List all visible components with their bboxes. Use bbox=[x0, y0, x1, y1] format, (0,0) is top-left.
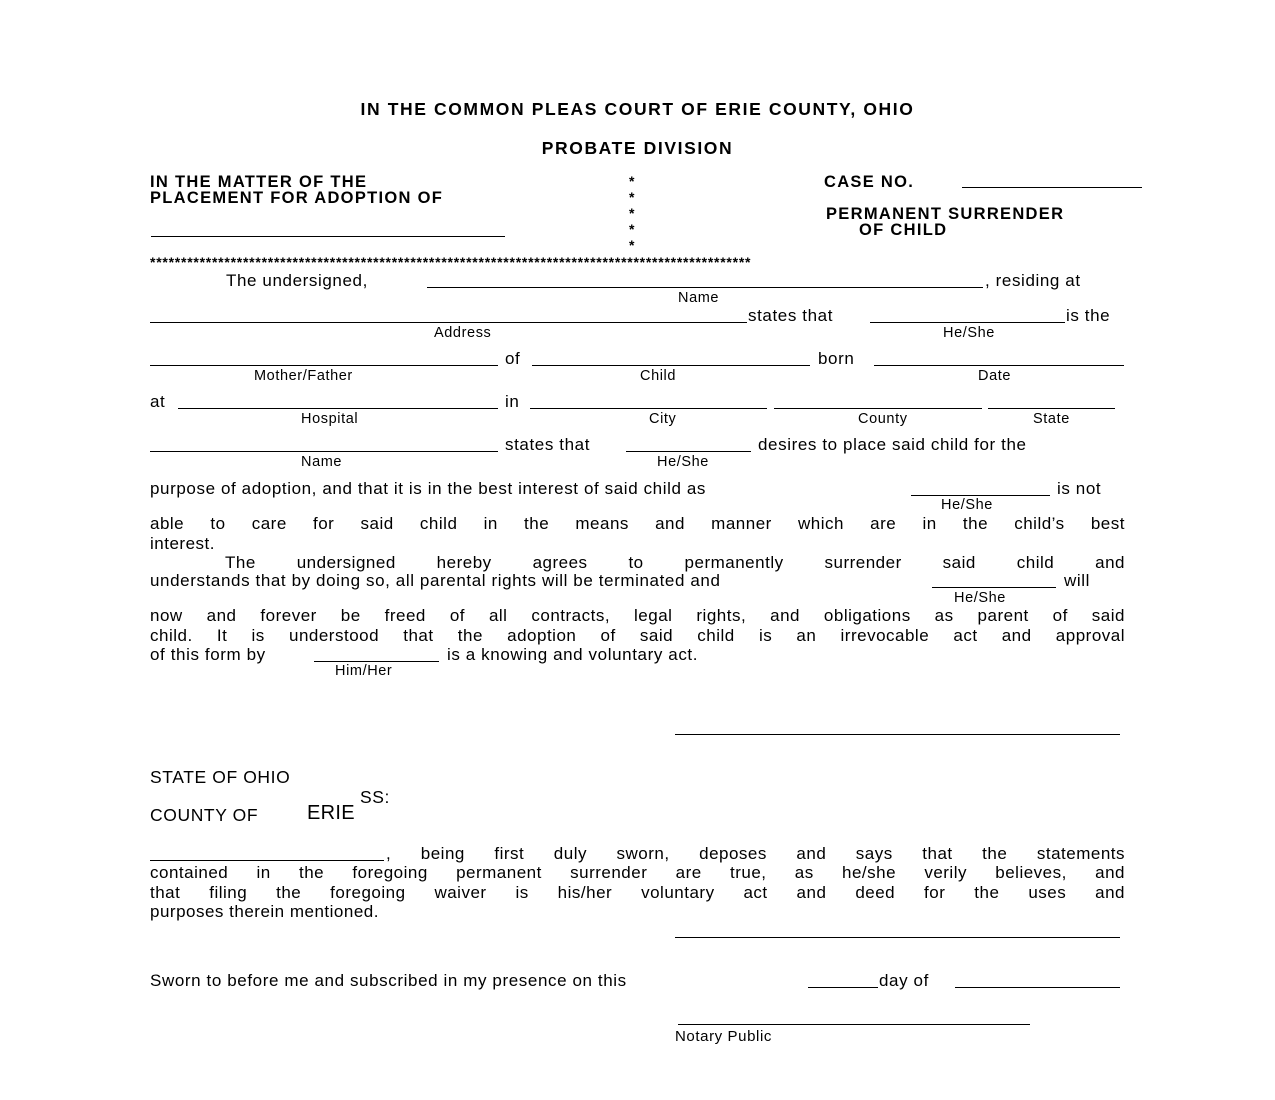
now-line: now and forever be freed of all contracts, legal rights, and obligations as parent of said bbox=[150, 606, 1125, 625]
purpose-text: purpose of adoption, and that it is in the best interest of said child as bbox=[150, 479, 707, 498]
caption-asterisk: * bbox=[629, 205, 635, 221]
affidavit-line-4: purposes therein mentioned. bbox=[150, 902, 379, 921]
in-text: in bbox=[505, 392, 520, 411]
is-the-text: is the bbox=[1066, 306, 1111, 325]
agrees-line: The undersigned hereby agrees to permanently surrender said child and bbox=[225, 553, 1125, 572]
date-label: Date bbox=[978, 368, 1012, 384]
child-understood-line: child. It is understood that the adoption of said child is an irrevocable act and approval bbox=[150, 625, 1125, 645]
sworn-text: Sworn to before me and subscribed in my presence on this bbox=[150, 971, 627, 990]
case-no-field[interactable] bbox=[962, 187, 1142, 188]
undersigned-text: The undersigned, bbox=[226, 271, 368, 290]
born-text: born bbox=[818, 349, 855, 368]
affidavit-line-1: , being first duly sworn, deposes and says that the statements bbox=[386, 844, 1125, 863]
states-that-text-2: states that bbox=[505, 435, 591, 454]
able-line: able to care for said child in the means and manner which are in the child’s best bbox=[150, 514, 1125, 533]
residing-at-text: , residing at bbox=[985, 271, 1081, 290]
day-of-text: day of bbox=[879, 971, 929, 990]
interest-line: interest. bbox=[150, 533, 215, 553]
knowing-text: is a knowing and voluntary act. bbox=[447, 645, 699, 664]
doc-title-line-2: OF CHILD bbox=[859, 221, 948, 239]
notary-signature-line[interactable] bbox=[678, 1024, 1030, 1025]
ss-text: SS: bbox=[360, 787, 391, 807]
adoptee-name-line[interactable] bbox=[151, 236, 505, 237]
affiant-name-field[interactable] bbox=[150, 860, 384, 861]
child-field[interactable] bbox=[532, 365, 810, 366]
star-separator: ************************************************************************************************* bbox=[150, 254, 752, 270]
understands-text: understands that by doing so, all parental rights will be terminated and bbox=[150, 571, 721, 590]
him-her-field[interactable] bbox=[314, 661, 439, 662]
state-field[interactable] bbox=[988, 408, 1115, 409]
name-label: Name bbox=[678, 290, 720, 306]
case-no-label: CASE NO. bbox=[824, 173, 915, 191]
day-field[interactable] bbox=[808, 987, 878, 988]
address-label: Address bbox=[434, 325, 492, 341]
county-field[interactable] bbox=[774, 408, 982, 409]
signature-line[interactable] bbox=[675, 734, 1120, 735]
hospital-field[interactable] bbox=[178, 408, 498, 409]
court-title: IN THE COMMON PLEAS COURT OF ERIE COUNTY, OHIO bbox=[360, 99, 915, 119]
city-label: City bbox=[649, 411, 677, 427]
states-that-text: states that bbox=[748, 306, 834, 325]
doc-title-line-1: PERMANENT SURRENDER bbox=[826, 205, 1065, 223]
county-name: ERIE bbox=[307, 802, 355, 824]
affidavit-line-3: that filing the foregoing waiver is his/her voluntary act and deed for the uses and bbox=[150, 882, 1125, 902]
affidavit-paragraph bbox=[150, 863, 1125, 922]
state-label: State bbox=[1033, 411, 1070, 427]
at-text: at bbox=[150, 392, 166, 411]
he-she-label-2: He/She bbox=[657, 454, 709, 470]
he-she-field-3[interactable] bbox=[911, 495, 1050, 496]
division-title: PROBATE DIVISION bbox=[541, 138, 734, 158]
mother-father-label: Mother/Father bbox=[254, 368, 353, 384]
date-field[interactable] bbox=[874, 365, 1124, 366]
is-not-text: is not bbox=[1057, 479, 1102, 498]
desires-text: desires to place said child for the bbox=[758, 435, 1027, 454]
will-text: will bbox=[1064, 571, 1091, 590]
hospital-label: Hospital bbox=[301, 411, 359, 427]
caption-asterisk: * bbox=[629, 237, 635, 253]
caption-asterisk: * bbox=[629, 189, 635, 205]
county-of-text: COUNTY OF bbox=[150, 805, 259, 825]
affiant-signature-line[interactable] bbox=[675, 937, 1120, 938]
mother-father-field[interactable] bbox=[150, 365, 498, 366]
caption-asterisk: * bbox=[629, 173, 635, 189]
month-year-field[interactable] bbox=[955, 987, 1120, 988]
he-she-field[interactable] bbox=[870, 322, 1065, 323]
rights-paragraph bbox=[150, 606, 1125, 645]
affidavit-line-2: contained in the foregoing permanent surrender are true, as he/she verily believes, and bbox=[150, 863, 1125, 882]
address-field[interactable] bbox=[150, 322, 747, 323]
of-text: of bbox=[505, 349, 521, 368]
of-this-form-text: of this form by bbox=[150, 645, 266, 664]
he-she-label-4: He/She bbox=[954, 590, 1006, 606]
state-of-ohio: STATE OF OHIO bbox=[150, 767, 291, 787]
notary-public-label: Notary Public bbox=[675, 1028, 773, 1045]
child-label: Child bbox=[640, 368, 677, 384]
he-she-label: He/She bbox=[943, 325, 995, 341]
county-label: County bbox=[858, 411, 908, 427]
matter-line-1: IN THE MATTER OF THE bbox=[150, 173, 368, 191]
matter-line-2: PLACEMENT FOR ADOPTION OF bbox=[150, 189, 444, 207]
name-field-2[interactable] bbox=[150, 451, 498, 452]
name-field[interactable] bbox=[427, 287, 983, 288]
caption-asterisk: * bbox=[629, 221, 635, 237]
he-she-field-4[interactable] bbox=[932, 587, 1056, 588]
him-her-label: Him/Her bbox=[335, 663, 393, 679]
care-paragraph bbox=[150, 514, 1125, 573]
he-she-field-2[interactable] bbox=[626, 451, 751, 452]
he-she-label-3: He/She bbox=[941, 497, 993, 513]
city-field[interactable] bbox=[530, 408, 767, 409]
name-label-2: Name bbox=[301, 454, 343, 470]
